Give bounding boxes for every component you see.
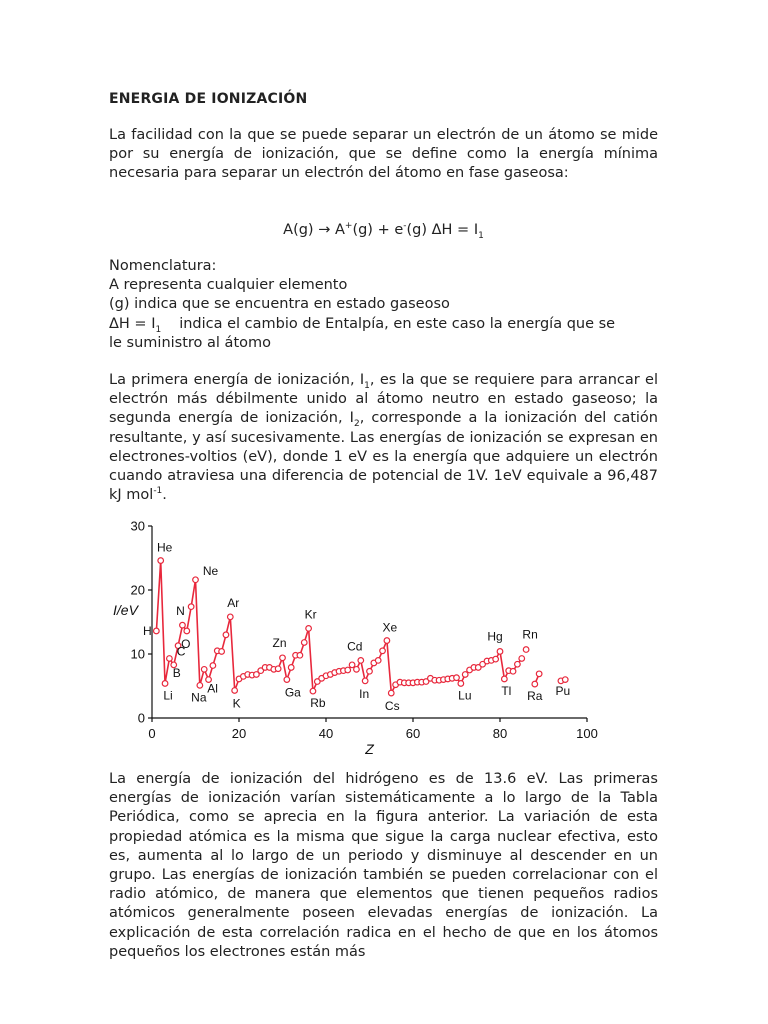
data-point [197, 683, 203, 689]
data-point [167, 656, 173, 662]
para2-part-1: La primera energía de ionización, I [109, 372, 365, 388]
data-point [562, 677, 568, 683]
element-label: Ar [227, 595, 240, 610]
data-point [180, 622, 186, 628]
element-label: Li [163, 688, 173, 703]
data-point [384, 638, 390, 644]
data-point [462, 672, 468, 678]
data-point [367, 668, 373, 674]
y-tick-label: 10 [130, 646, 145, 662]
element-label: Ra [527, 689, 543, 704]
data-point [201, 667, 207, 673]
element-label: Xe [382, 620, 398, 635]
intro-paragraph: La facilidad con la que se puede separar un electrón de un átomo se mide por su energía de ionización, que se define como la energía mínima necesaria para separar un electrón del átomo en fase gaseosa: [109, 127, 658, 182]
element-label: Lu [458, 688, 472, 703]
element-label: Zn [272, 635, 287, 650]
data-point [158, 558, 164, 564]
data-point [223, 632, 229, 638]
x-axis-label: Z [365, 741, 374, 757]
x-tick-label: 20 [231, 726, 247, 741]
data-point [523, 647, 529, 653]
data-point [210, 663, 216, 669]
element-label: Pu [555, 683, 571, 698]
data-point [310, 688, 316, 694]
data-point [354, 667, 360, 673]
data-point [532, 681, 538, 687]
element-label: Kr [304, 607, 317, 622]
ionization-energy-chart [106, 512, 606, 760]
equation-sub: 1 [478, 230, 484, 241]
data-point [349, 662, 355, 668]
element-label: K [232, 696, 241, 711]
element-label: N [176, 604, 185, 619]
nomenclature-symbol-sub: 1 [155, 324, 162, 335]
element-label: Tl [501, 683, 512, 698]
ionization-paragraph [109, 371, 658, 505]
equation-sup-plus: + [344, 221, 353, 232]
data-point [497, 649, 503, 655]
nomenclature-line-3 [109, 315, 658, 334]
y-tick-label: 20 [130, 582, 145, 598]
ionization-equation [109, 221, 658, 241]
para2-sup: -1 [153, 486, 163, 497]
data-point [301, 640, 307, 646]
x-tick-label: 40 [318, 726, 334, 741]
data-point [306, 626, 312, 632]
hydrogen-paragraph: La energía de ionización del hidrógeno es de 13.6 eV. Las primeras energías de ionización varían sistemáticamente a lo largo de la Tabla Periódica, como se aprecia en la figura anterior. La variación de esta propiedad atómica es la misma que sigue la carga nuclear efectiva, esto es, aumenta al lo largo de un periodo y disminuye al descender en un grupo. Las energías de ionización también se pueden correlacionar con el radio atómico, de manera que elementos que tienen pequeños radios atómicos generalmente poseen elevadas energías de ionización. La explicación de esta correlación radica en el hecho de que en los átomos pequeños los electrones están más [109, 771, 658, 960]
data-point [502, 676, 508, 682]
element-label: B [172, 665, 181, 680]
data-point [345, 667, 351, 673]
data-point [454, 675, 460, 681]
data-point [219, 649, 225, 655]
data-point [388, 690, 394, 696]
element-label: Rb [310, 696, 326, 711]
y-tick-label: 0 [137, 710, 145, 726]
element-label: O [181, 636, 191, 651]
nomenclature-symbol: ΔH = I [109, 315, 156, 332]
data-point [288, 665, 294, 671]
para2-sub-1: 1 [364, 380, 370, 391]
data-point [297, 652, 303, 658]
data-point [284, 677, 290, 683]
equation-lhs: A(g) → A [283, 222, 345, 238]
data-point [280, 655, 286, 661]
x-tick-label: 0 [148, 726, 156, 741]
nomenclature-block [109, 257, 658, 353]
y-axis-label: I/eV [113, 602, 138, 618]
nomenclature-heading: Nomenclatura: [109, 258, 217, 274]
element-label: Hg [487, 629, 503, 644]
data-point [358, 658, 364, 664]
data-point [536, 671, 542, 677]
equation-rhs: (g) ΔH = I [406, 222, 479, 238]
element-label: Ne [202, 563, 219, 578]
x-tick-label: 100 [576, 726, 598, 741]
data-point [458, 681, 464, 687]
element-label: Ga [284, 685, 301, 700]
element-label: Al [207, 681, 218, 696]
nomenclature-line-3-text: indica el cambio de Entalpía, en este caso la energía que se [179, 315, 616, 332]
element-label: Cs [384, 699, 400, 714]
data-point [519, 656, 525, 662]
data-point [188, 604, 194, 610]
equation-mid: (g) + e [352, 222, 404, 238]
x-tick-label: 60 [405, 726, 421, 741]
data-point [232, 688, 238, 694]
element-label: Cd [347, 639, 363, 654]
document-title: ENERGIA DE IONIZACIÓN [109, 91, 308, 107]
y-tick-label: 30 [130, 518, 145, 534]
element-label: He [157, 540, 173, 555]
element-label: C [176, 644, 186, 659]
nomenclature-line-4: le suministro al átomo [109, 334, 271, 351]
data-point [184, 628, 190, 634]
nomenclature-line-2: (g) indica que se encuentra en estado gaseoso [109, 296, 450, 313]
element-label: Rn [522, 627, 538, 642]
para2-part-2: , es la que se requiere para arrancar el electrón más débilmente unido al átomo neutro en estado gaseoso; la segunda energía de ionización, I [109, 372, 659, 427]
nomenclature-line-1: A representa cualquier elemento [109, 277, 348, 294]
data-point [228, 614, 234, 620]
data-point [380, 648, 386, 654]
data-point [510, 668, 516, 674]
data-point [154, 628, 160, 634]
data-point [515, 661, 521, 667]
para2-part-4: . [162, 487, 167, 504]
para2-part-3: , corresponde a la ionización del catión resultante, y así sucesivamente. Las energías de ionización se expresan en electrones-voltios (eV), donde 1 eV es la energía que adquiere un electrón cuando atraviesa una diferencia de potencial de 1V. 1eV equivale a 96,487 kJ mol [109, 410, 658, 504]
data-point [493, 656, 499, 662]
equation-sup-minus: - [403, 221, 407, 232]
data-point [375, 658, 381, 664]
element-label: In [359, 686, 370, 701]
element-label: Na [191, 690, 207, 705]
data-point [162, 681, 168, 687]
data-point [193, 577, 199, 583]
element-label: H [143, 623, 152, 638]
data-point [275, 666, 281, 672]
x-tick-label: 80 [492, 726, 508, 741]
data-point [362, 678, 368, 684]
para2-sub-2: 2 [353, 419, 360, 430]
